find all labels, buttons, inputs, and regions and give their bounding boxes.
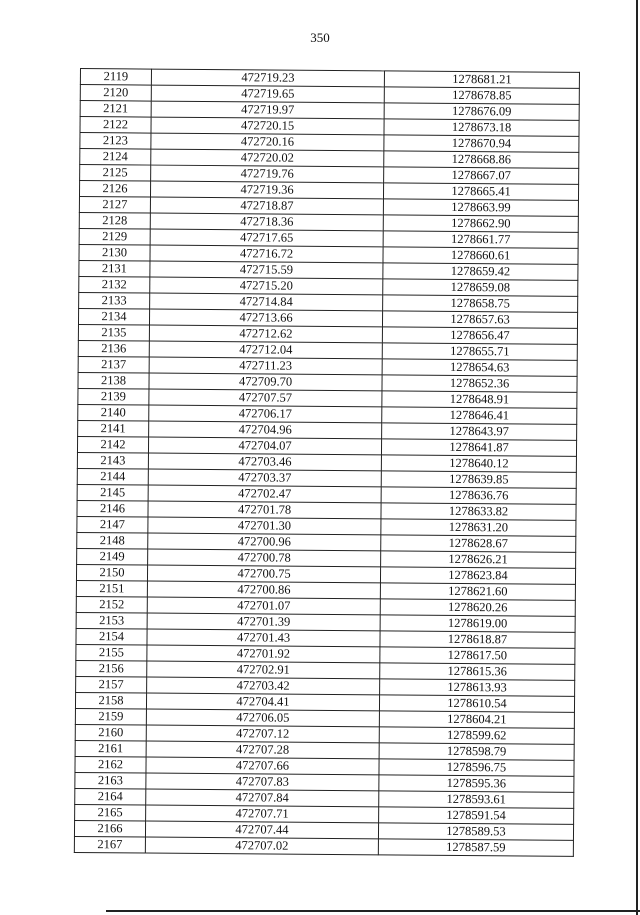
y-coordinate-cell: 1278657.63	[382, 311, 577, 329]
point-id-cell: 2129	[79, 228, 150, 245]
point-id-cell: 2155	[76, 644, 147, 661]
x-coordinate-cell: 472700.75	[147, 565, 380, 583]
y-coordinate-cell: 1278660.61	[383, 247, 578, 265]
point-id-cell: 2161	[75, 740, 146, 757]
point-id-cell: 2145	[77, 484, 148, 501]
point-id-cell: 2137	[78, 356, 149, 373]
x-coordinate-cell: 472700.78	[148, 549, 381, 567]
point-id-cell: 2126	[79, 181, 150, 198]
point-id-cell: 2147	[77, 516, 148, 533]
y-coordinate-cell: 1278621.60	[380, 583, 575, 601]
x-coordinate-cell: 472716.72	[150, 245, 383, 263]
point-id-cell: 2131	[79, 260, 150, 277]
x-coordinate-cell: 472702.91	[147, 661, 380, 679]
y-coordinate-cell: 1278661.77	[383, 231, 578, 249]
x-coordinate-cell: 472707.83	[146, 773, 379, 791]
point-id-cell: 2142	[77, 436, 148, 453]
x-coordinate-cell: 472709.70	[149, 373, 382, 391]
x-coordinate-cell: 472719.23	[151, 69, 384, 87]
y-coordinate-cell: 1278620.26	[380, 599, 575, 617]
point-id-cell: 2159	[75, 708, 146, 725]
point-id-cell: 2154	[76, 628, 147, 645]
x-coordinate-cell: 472703.37	[148, 469, 381, 487]
y-coordinate-cell: 1278591.54	[379, 807, 574, 825]
point-id-cell: 2135	[78, 324, 149, 341]
point-id-cell: 2123	[80, 133, 151, 150]
point-id-cell: 2138	[78, 372, 149, 389]
point-id-cell: 2158	[75, 692, 146, 709]
point-id-cell: 2165	[75, 804, 146, 821]
point-id-cell: 2157	[76, 676, 147, 693]
page-number: 350	[310, 30, 330, 45]
point-id-cell: 2122	[80, 117, 151, 134]
point-id-cell: 2152	[76, 596, 147, 613]
x-coordinate-cell: 472715.59	[150, 261, 383, 279]
y-coordinate-cell: 1278628.67	[381, 535, 576, 553]
x-coordinate-cell: 472711.23	[149, 357, 382, 375]
x-coordinate-cell: 472714.84	[150, 293, 383, 311]
y-coordinate-cell: 1278598.79	[379, 743, 574, 761]
x-coordinate-cell: 472701.43	[147, 629, 380, 647]
point-id-cell: 2150	[76, 564, 147, 581]
table-row	[74, 836, 573, 856]
y-coordinate-cell: 1278676.09	[384, 103, 579, 121]
point-id-cell: 2167	[74, 836, 145, 853]
y-coordinate-cell: 1278617.50	[380, 647, 575, 665]
x-coordinate-cell: 472707.84	[146, 789, 379, 807]
x-coordinate-cell: 472720.02	[151, 149, 384, 167]
y-coordinate-cell: 1278587.59	[378, 839, 573, 857]
point-id-cell: 2153	[76, 612, 147, 629]
y-coordinate-cell: 1278636.76	[381, 487, 576, 505]
y-coordinate-cell: 1278613.93	[380, 679, 575, 697]
y-coordinate-cell: 1278604.21	[379, 711, 574, 729]
y-coordinate-cell: 1278667.07	[384, 167, 579, 185]
point-id-cell: 2162	[75, 756, 146, 773]
y-coordinate-cell: 1278589.53	[378, 823, 573, 841]
x-coordinate-cell: 472712.62	[149, 325, 382, 343]
y-coordinate-cell: 1278631.20	[381, 519, 576, 537]
point-id-cell: 2128	[79, 212, 150, 229]
point-id-cell: 2124	[80, 149, 151, 166]
point-id-cell: 2151	[76, 580, 147, 597]
y-coordinate-cell: 1278623.84	[380, 567, 575, 585]
x-coordinate-cell: 472704.41	[146, 693, 379, 711]
x-coordinate-cell: 472719.97	[151, 101, 384, 119]
x-coordinate-cell: 472707.71	[146, 805, 379, 823]
point-id-cell: 2163	[75, 772, 146, 789]
y-coordinate-cell: 1278658.75	[383, 295, 578, 313]
point-id-cell: 2166	[74, 820, 145, 837]
x-coordinate-cell: 472719.76	[151, 165, 384, 183]
scan-bottom-edge	[106, 910, 640, 912]
x-coordinate-cell: 472704.07	[148, 437, 381, 455]
y-coordinate-cell: 1278670.94	[384, 135, 579, 153]
x-coordinate-cell: 472719.36	[150, 181, 383, 199]
x-coordinate-cell: 472703.42	[147, 677, 380, 695]
x-coordinate-cell: 472701.92	[147, 645, 380, 663]
point-id-cell: 2160	[75, 724, 146, 741]
point-id-cell: 2133	[79, 292, 150, 309]
point-id-cell: 2120	[80, 85, 151, 102]
point-id-cell: 2156	[76, 660, 147, 677]
point-id-cell: 2146	[77, 500, 148, 517]
x-coordinate-cell: 472717.65	[150, 229, 383, 247]
y-coordinate-cell: 1278648.91	[382, 391, 577, 409]
y-coordinate-cell: 1278665.41	[383, 183, 578, 201]
x-coordinate-cell: 472700.96	[148, 533, 381, 551]
y-coordinate-cell: 1278619.00	[380, 615, 575, 633]
point-id-cell: 2130	[79, 244, 150, 261]
y-coordinate-cell: 1278655.71	[382, 343, 577, 361]
point-id-cell: 2134	[78, 308, 149, 325]
point-id-cell: 2164	[75, 788, 146, 805]
y-coordinate-cell: 1278668.86	[384, 151, 579, 169]
y-coordinate-cell: 1278659.42	[383, 263, 578, 281]
coordinate-table-body	[74, 69, 579, 857]
y-coordinate-cell: 1278652.36	[382, 375, 577, 393]
x-coordinate-cell: 472707.02	[145, 837, 378, 855]
point-id-cell: 2139	[78, 388, 149, 405]
y-coordinate-cell: 1278663.99	[383, 199, 578, 217]
y-coordinate-cell: 1278593.61	[379, 791, 574, 809]
x-coordinate-cell: 472701.78	[148, 501, 381, 519]
point-id-cell: 2140	[78, 404, 149, 421]
x-coordinate-cell: 472707.57	[149, 389, 382, 407]
y-coordinate-cell: 1278678.85	[384, 87, 579, 105]
scan-right-edge	[636, 0, 638, 915]
x-coordinate-cell: 472707.28	[146, 741, 379, 759]
x-coordinate-cell: 472720.15	[151, 117, 384, 135]
point-id-cell: 2125	[80, 165, 151, 182]
x-coordinate-cell: 472707.44	[145, 821, 378, 839]
y-coordinate-cell: 1278681.21	[384, 71, 579, 89]
y-coordinate-cell: 1278639.85	[381, 471, 576, 489]
point-id-cell: 2136	[78, 340, 149, 357]
y-coordinate-cell: 1278615.36	[380, 663, 575, 681]
y-coordinate-cell: 1278659.08	[383, 279, 578, 297]
x-coordinate-cell: 472718.87	[150, 197, 383, 215]
y-coordinate-cell: 1278640.12	[381, 455, 576, 473]
y-coordinate-cell: 1278662.90	[383, 215, 578, 233]
coordinate-table	[74, 68, 580, 857]
x-coordinate-cell: 472701.30	[148, 517, 381, 535]
point-id-cell: 2119	[80, 69, 151, 86]
x-coordinate-cell: 472712.04	[149, 341, 382, 359]
y-coordinate-cell: 1278596.75	[379, 759, 574, 777]
x-coordinate-cell: 472703.46	[148, 453, 381, 471]
x-coordinate-cell: 472707.12	[146, 725, 379, 743]
y-coordinate-cell: 1278643.97	[382, 423, 577, 441]
y-coordinate-cell: 1278618.87	[380, 631, 575, 649]
x-coordinate-cell: 472701.07	[147, 597, 380, 615]
point-id-cell: 2132	[79, 276, 150, 293]
point-id-cell: 2149	[77, 548, 148, 565]
y-coordinate-cell: 1278654.63	[382, 359, 577, 377]
x-coordinate-cell: 472706.05	[146, 709, 379, 727]
x-coordinate-cell: 472720.16	[151, 133, 384, 151]
y-coordinate-cell: 1278595.36	[379, 775, 574, 793]
y-coordinate-cell: 1278599.62	[379, 727, 574, 745]
x-coordinate-cell: 472702.47	[148, 485, 381, 503]
point-id-cell: 2143	[77, 452, 148, 469]
x-coordinate-cell: 472719.65	[151, 85, 384, 103]
x-coordinate-cell: 472704.96	[149, 421, 382, 439]
x-coordinate-cell: 472707.66	[146, 757, 379, 775]
point-id-cell: 2121	[80, 101, 151, 118]
y-coordinate-cell: 1278673.18	[384, 119, 579, 137]
point-id-cell: 2144	[77, 468, 148, 485]
y-coordinate-cell: 1278626.21	[381, 551, 576, 569]
x-coordinate-cell: 472718.36	[150, 213, 383, 231]
x-coordinate-cell: 472713.66	[149, 309, 382, 327]
point-id-cell: 2127	[79, 196, 150, 213]
x-coordinate-cell: 472700.86	[147, 581, 380, 599]
y-coordinate-cell: 1278610.54	[379, 695, 574, 713]
y-coordinate-cell: 1278633.82	[381, 503, 576, 521]
y-coordinate-cell: 1278656.47	[382, 327, 577, 345]
y-coordinate-cell: 1278646.41	[382, 407, 577, 425]
x-coordinate-cell: 472701.39	[147, 613, 380, 631]
x-coordinate-cell: 472706.17	[149, 405, 382, 423]
point-id-cell: 2141	[78, 420, 149, 437]
y-coordinate-cell: 1278641.87	[381, 439, 576, 457]
x-coordinate-cell: 472715.20	[150, 277, 383, 295]
point-id-cell: 2148	[77, 532, 148, 549]
